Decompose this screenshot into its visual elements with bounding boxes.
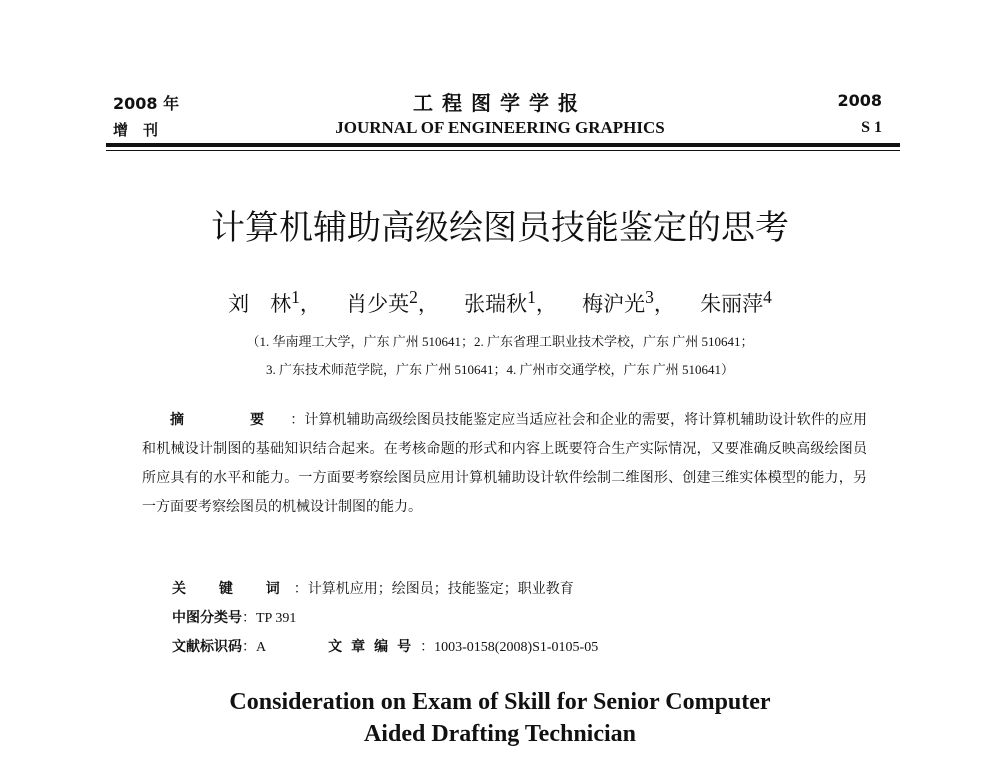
abstract: 摘 要：计算机辅助高级绘图员技能鉴定应当适应社会和企业的需要，将计算机辅助设计软件的应用和机械设计制图的基础知识结合起来。在考核命题的形式和内容上既要符合生产实际情况，又要准确反映高级绘图员所应具有的水平和能力。一方面要考察绘图员应用计算机辅助设计软件绘制二维图形、创建三维实体模型的能力，另一方面要考察绘图员的机械设计制图的能力。 xyxy=(142,412,868,515)
abstract-text: 计算机辅助高级绘图员技能鉴定应当适应社会和企业的需要，将计算机辅助设计软件的应用和机械设计制图的基础知识结合起来。在考核命题的形式和内容上既要符合生产实际情况，又要准确反映高级绘图员所应具有的水平和能力。一方面要考察绘图员应用计算机辅助设计软件绘制二维图形、创建三维实体模型的能力，另一方面要考察绘图员的机械设计制图的能力。 xyxy=(142,413,868,515)
clc-value: TP 391 xyxy=(256,611,297,626)
journal-name-en: JOURNAL OF ENGINEERING GRAPHICS xyxy=(335,118,665,137)
doc-code-label: 文献标识码 xyxy=(172,639,242,655)
paper-title-en-line-2: Aided Drafting Technician xyxy=(363,721,637,747)
author: 朱丽萍$^4$ xyxy=(700,287,772,316)
clc-row: 中图分类号：TP 391 xyxy=(172,610,297,626)
keywords-row: 关 键 词：计算机应用；绘图员；技能鉴定；职业教育 xyxy=(172,581,574,597)
clc-label: 中图分类号 xyxy=(172,610,242,626)
header-rule-thick xyxy=(106,143,900,147)
author: 梅沪光$^3$， xyxy=(582,287,675,316)
author-list xyxy=(0,287,1000,318)
author: 肖少英$^2$， xyxy=(346,287,439,316)
author: 刘 林$^1$， xyxy=(228,287,321,316)
header-year-right: 2008 xyxy=(837,91,882,110)
header-year-left: 2008 年 xyxy=(113,94,180,113)
article-no-label: 文章编号 xyxy=(328,639,421,655)
keywords-label: 关 键 词 xyxy=(172,581,294,597)
affiliations-line-1: （1. 华南理工大学，广东 广州 510641；2. 广东省理工职业技术学校，广东 广州 510641； xyxy=(246,334,754,349)
paper-title-en-line-1: Consideration on Exam of Skill for Senior Computer xyxy=(229,689,771,715)
affiliations-line-2: 3. 广东技术师范学院，广东 广州 510641；4. 广州市交通学校，广东 广州 510641） xyxy=(265,362,734,377)
article-no-value: 1003-0158(2008)S1-0105-05 xyxy=(434,640,599,655)
header-rule-thin xyxy=(106,150,900,151)
header-issue-left: 增 刊 xyxy=(113,121,159,139)
author: 张瑞秋$^1$， xyxy=(464,287,557,316)
paper-title-cn: 计算机辅助高级绘图员技能鉴定的思考 xyxy=(211,208,789,248)
abstract-label: 摘 要 xyxy=(170,412,291,428)
doc-code-row: 文献标识码：A 文章编号：1003-0158(2008)S1-0105-05 xyxy=(172,639,599,655)
doc-code-value: A xyxy=(256,640,267,655)
paper-title-en xyxy=(0,686,1000,750)
keywords-value: 计算机应用；绘图员；技能鉴定；职业教育 xyxy=(307,582,574,597)
header-issue-right: S 1 xyxy=(861,119,882,136)
journal-name-cn: 工程图学学报 xyxy=(413,91,587,115)
